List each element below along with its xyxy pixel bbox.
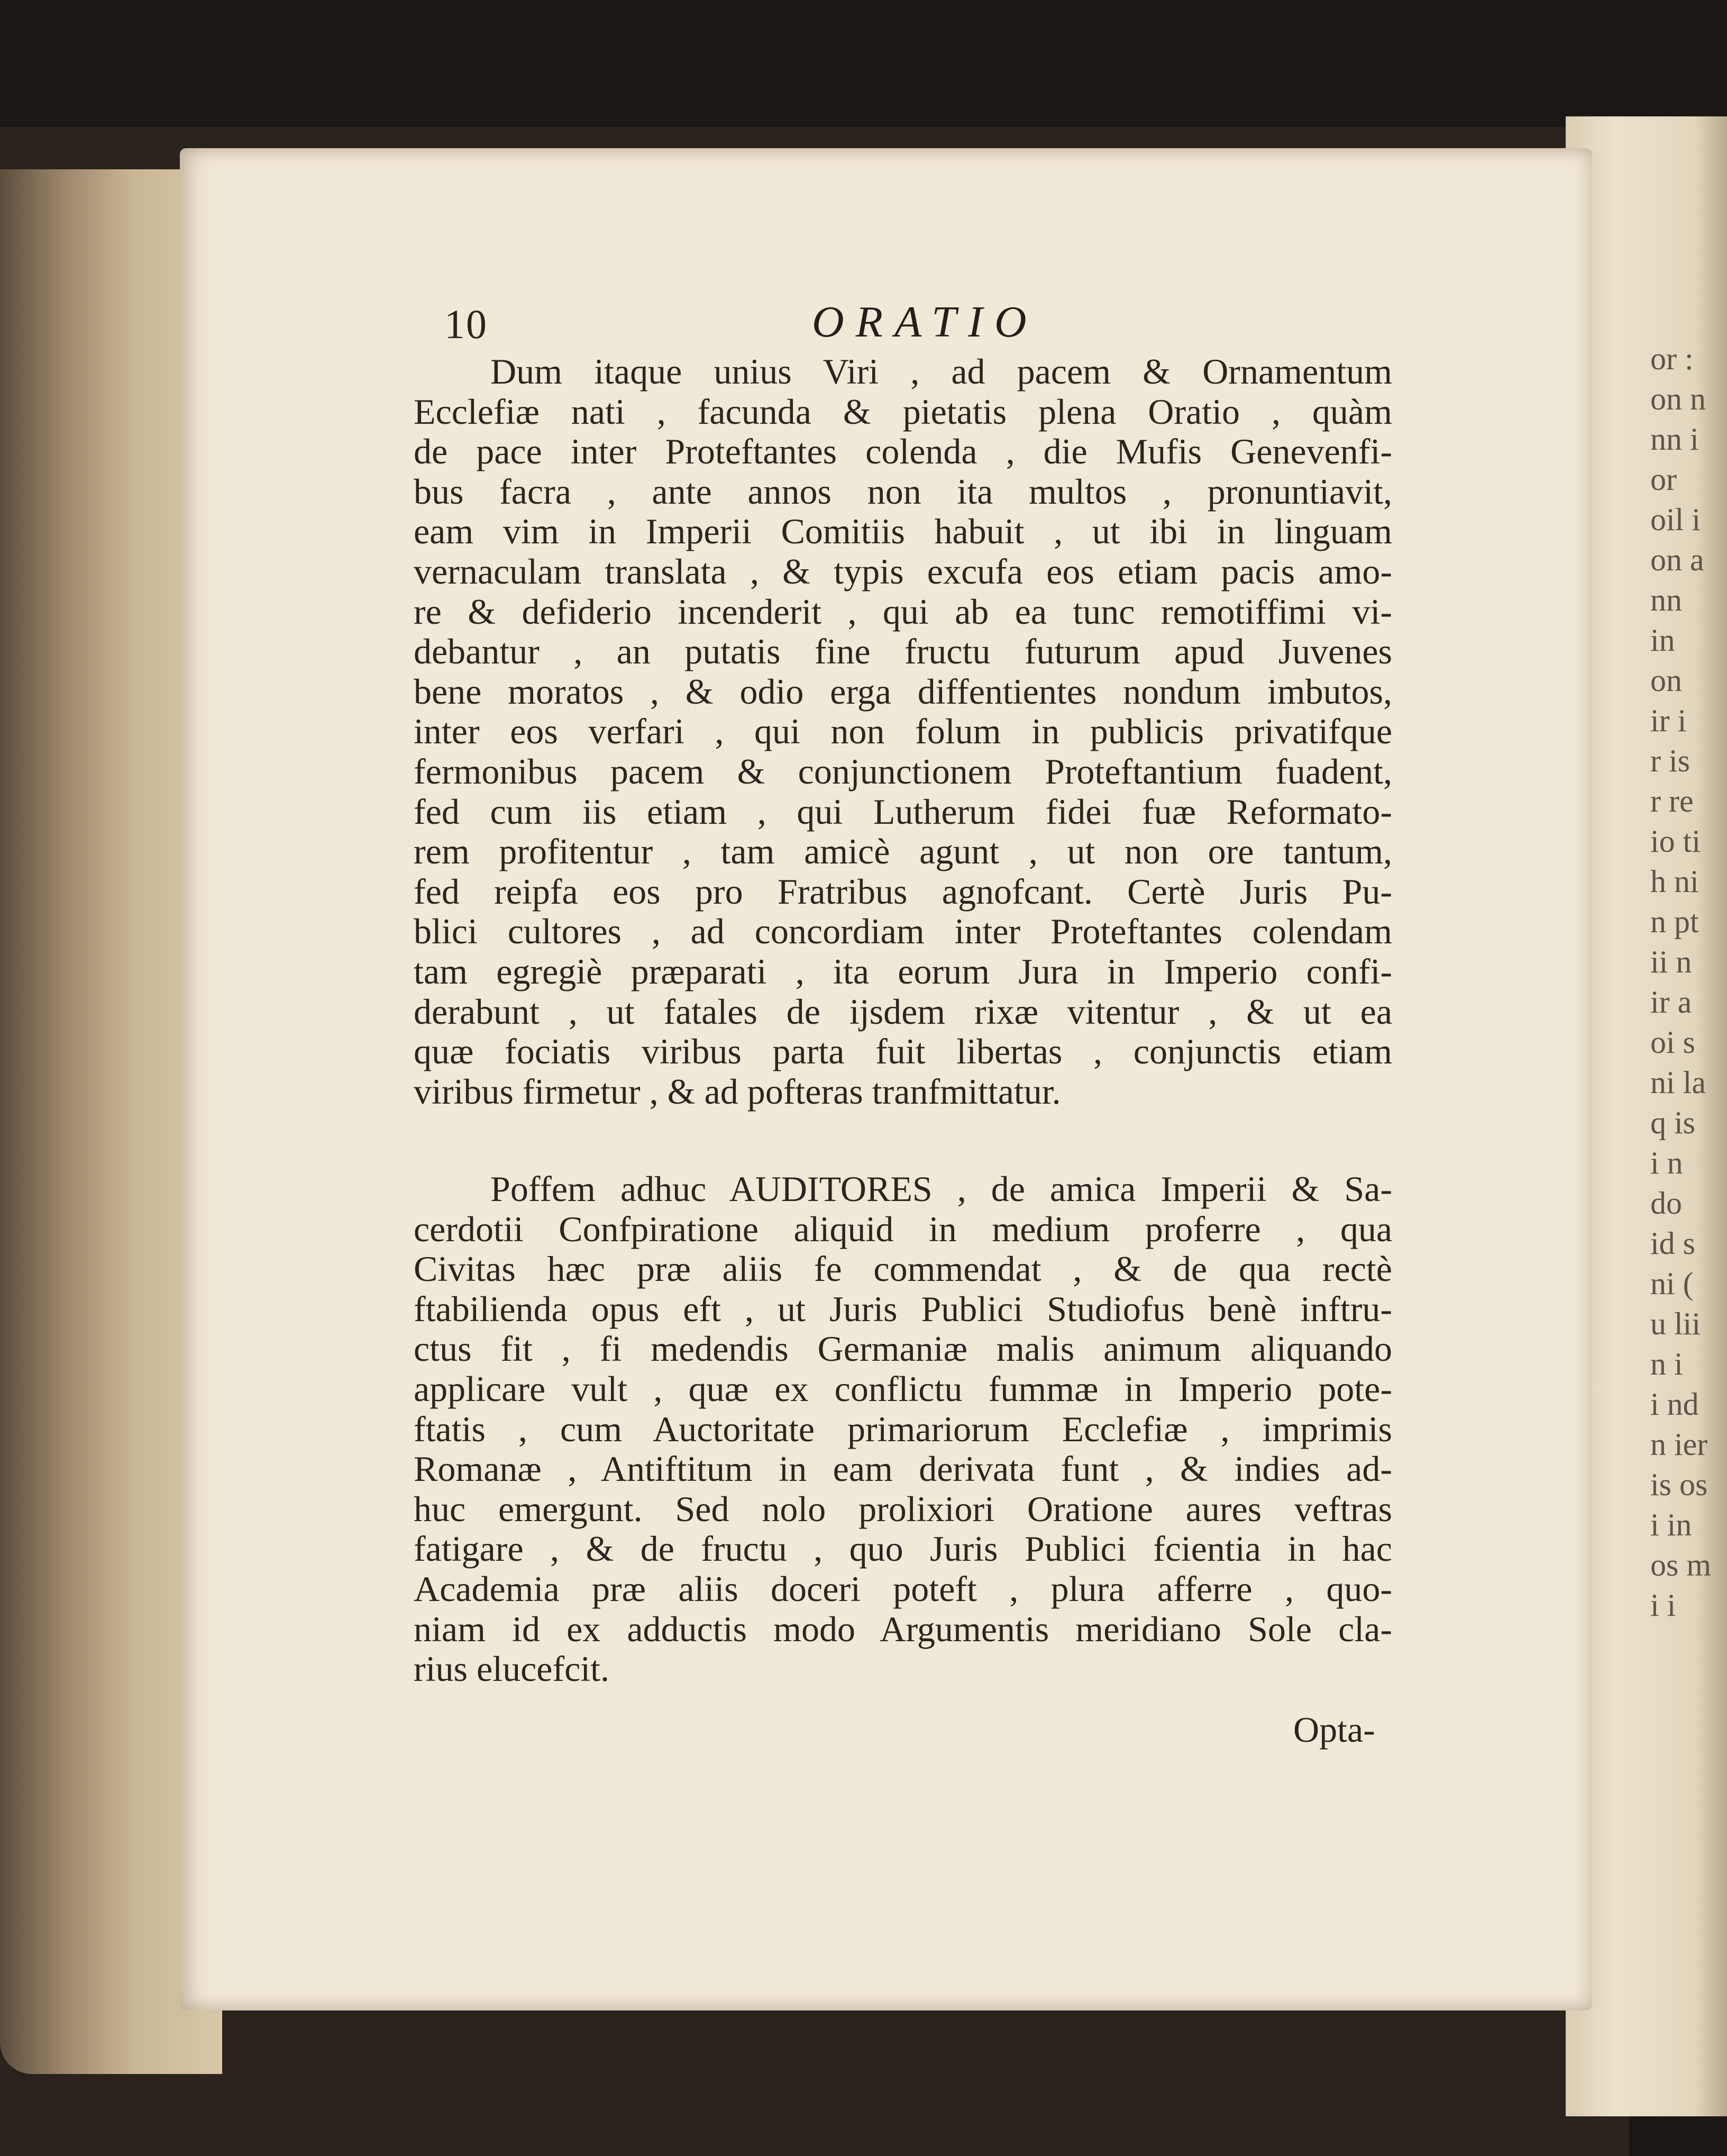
text-line: niam id ex adductis modo Argumentis meridiano Sole cla- [414, 1608, 1392, 1649]
text-line: re & defiderio incenderit , qui ab ea tunc remotiffimi vi- [414, 591, 1392, 632]
catchword: Opta- [1293, 1709, 1375, 1750]
facing-page-fragment: oil i [1650, 502, 1701, 537]
facing-page-fragment: do [1650, 1186, 1682, 1221]
text-line: fatigare , & de fructu , quo Juris Publici fcientia in hac [414, 1529, 1392, 1569]
facing-page-fragment: i in [1650, 1507, 1692, 1542]
text-line: huc emergunt. Sed nolo prolixiori Oratione aures veftras [414, 1488, 1392, 1529]
text-line: derabunt , ut fatales de ijsdem rixæ vitentur , & ut ea [414, 991, 1392, 1032]
facing-page-fragment: q is [1650, 1105, 1696, 1140]
facing-page-fragment: ni la [1650, 1065, 1706, 1100]
facing-page-fragment: u lii [1650, 1306, 1701, 1341]
text-line: Poffem adhuc AUDITORES , de amica Imperii & Sa- [490, 1169, 1392, 1209]
facing-page-fragment: or : [1650, 341, 1694, 376]
facing-page-fragment: i i [1650, 1588, 1676, 1623]
running-head: ORATIO [812, 297, 1038, 347]
facing-page-fragment: on a [1650, 542, 1704, 577]
text-line: quæ fociatis viribus parta fuit libertas , conjunctis etiam [414, 1031, 1392, 1072]
text-line: de pace inter Proteftantes colenda , die Mufis Genevenfi- [414, 431, 1392, 472]
text-line: fermonibus pacem & conjunctionem Proteftantium fuadent, [414, 751, 1392, 792]
facing-page-fragment: ir a [1650, 985, 1692, 1020]
text-line: viribus firmetur , & ad pofteras tranfmittatur. [414, 1071, 1061, 1112]
text-line: vernaculam translata , & typis excufa eos etiam pacis amo- [414, 551, 1392, 592]
text-line: ctus fit , fi medendis Germaniæ malis animum aliquando [414, 1329, 1392, 1369]
text-line: rem profitentur , tam amicè agunt , ut non ore tantum, [414, 831, 1392, 872]
facing-page-fragment: on n [1650, 381, 1706, 416]
text-line: rius elucefcit. [414, 1649, 610, 1689]
facing-page-fragment: ni ( [1650, 1266, 1694, 1301]
facing-page-fragment: ir i [1650, 703, 1687, 738]
facing-page-fragment: i nd [1650, 1387, 1699, 1422]
facing-page-fragment: is os [1650, 1467, 1708, 1502]
facing-page-fragment: r is [1650, 743, 1690, 778]
facing-page-fragment: oi s [1650, 1025, 1696, 1060]
text-line: inter eos verfari , qui non folum in publicis privatifque [414, 711, 1392, 752]
text-line: fed cum iis etiam , qui Lutherum fidei fuæ Reformato- [414, 791, 1392, 832]
text-line: Ecclefiæ nati , facunda & pietatis plena Oratio , quàm [414, 391, 1392, 432]
paragraph-2 [414, 1169, 1392, 1689]
facing-page-fragment: r re [1650, 784, 1694, 818]
facing-page-fragment: or [1650, 462, 1677, 497]
facing-page-fragment: h ni [1650, 864, 1699, 899]
text-line: eam vim in Imperii Comitiis habuit , ut ibi in linguam [414, 511, 1392, 552]
facing-page-fragment: id s [1650, 1226, 1696, 1261]
facing-page-fragment: nn i [1650, 422, 1699, 457]
text-line: applicare vult , quæ ex conflictu fummæ in Imperio pote- [414, 1368, 1392, 1409]
facing-page-fragment: in [1650, 623, 1675, 658]
text-line: tam egregiè præparati , ita eorum Jura in Imperio confi- [414, 951, 1392, 991]
paragraph-1 [414, 352, 1392, 1112]
text-line: bus facra , ante annos non ita multos , pronuntiavit, [414, 471, 1392, 512]
page-number: 10 [444, 301, 488, 347]
text-line: cerdotii Confpiratione aliquid in medium proferre , qua [414, 1208, 1392, 1249]
text-line: bene moratos , & odio erga diffentientes nondum imbutos, [414, 671, 1392, 712]
facing-page-fragment: nn [1650, 583, 1682, 617]
facing-page-fragment: n ier [1650, 1427, 1708, 1462]
text-line: Civitas hæc præ aliis fe commendat , & de qua rectè [414, 1249, 1392, 1289]
facing-page-fragment: i n [1650, 1145, 1683, 1180]
facing-page-fragment: n i [1650, 1347, 1683, 1381]
facing-page-fragment: ii n [1650, 944, 1692, 979]
text-line: Romanæ , Antiftitum in eam derivata funt , & indies ad- [414, 1449, 1392, 1489]
facing-page-fragment: on [1650, 663, 1682, 698]
text-line: ftabilienda opus eft , ut Juris Publici Studiofus benè inftru- [414, 1288, 1392, 1329]
text-line: fed reipfa eos pro Fratribus agnofcant. Certè Juris Pu- [414, 871, 1392, 912]
text-line: Academia præ aliis doceri poteft , plura afferre , quo- [414, 1568, 1392, 1609]
text-line: debantur , an putatis fine fructu futurum apud Juvenes [414, 631, 1392, 672]
text-line: Dum itaque unius Viri , ad pacem & Ornamentum [490, 351, 1392, 392]
facing-page-fragment: os m [1650, 1548, 1712, 1582]
facing-page-fragment: n pt [1650, 904, 1699, 939]
facing-page-text [1650, 339, 1727, 1767]
text-line: ftatis , cum Auctoritate primariorum Ecclefiæ , imprimis [414, 1408, 1392, 1449]
facing-page-fragment: io ti [1650, 824, 1701, 859]
text-line: blici cultores , ad concordiam inter Proteftantes colendam [414, 911, 1392, 952]
